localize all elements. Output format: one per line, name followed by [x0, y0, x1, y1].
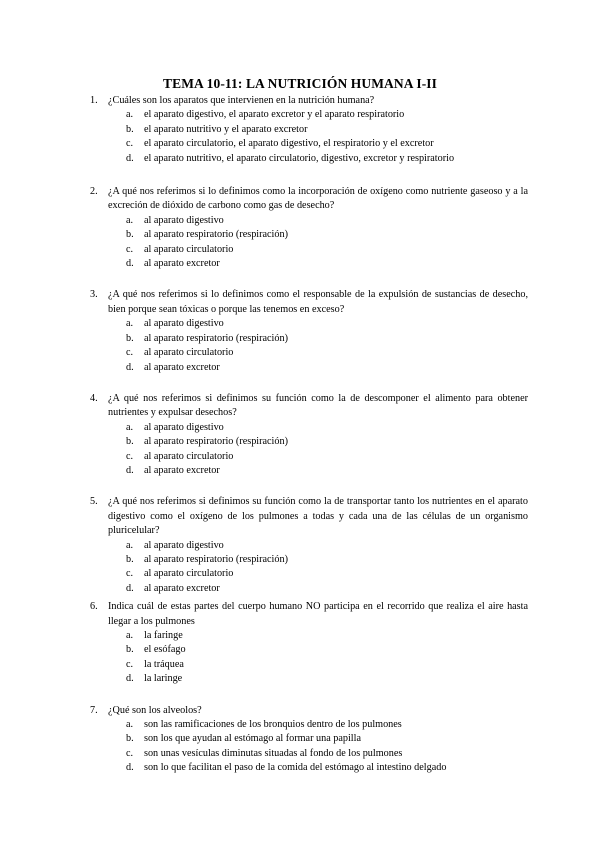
option-d — [108, 257, 528, 271]
option-a — [108, 718, 528, 732]
option-b — [108, 332, 528, 346]
option-d — [108, 464, 528, 478]
option-text: el aparato nutritivo y el aparato excretor — [144, 123, 308, 135]
option-text: al aparato circulatorio — [144, 450, 234, 462]
option-text: al aparato circulatorio — [144, 568, 234, 580]
option-c — [108, 243, 528, 257]
option-d — [108, 672, 528, 686]
option-letter: d. — [126, 152, 134, 164]
question-text: ¿A qué nos referimos si lo definimos como el responsable de la expulsión de sustancias de desecho, bien porque sean tóxicas o porque las tenemos en exceso? — [108, 289, 528, 315]
option-letter: a. — [126, 109, 134, 121]
option-list — [108, 718, 528, 776]
option-b — [108, 643, 528, 657]
option-letter: a. — [126, 421, 134, 433]
option-text: son lo que facilitan el paso de la comida del estómago al intestino delgado — [144, 762, 447, 774]
option-letter: a. — [126, 719, 134, 731]
option-list — [108, 539, 528, 597]
question-3 — [0, 288, 600, 374]
question-list — [0, 94, 600, 776]
option-letter: b. — [126, 229, 134, 241]
option-list — [108, 421, 528, 479]
option-letter: d. — [126, 361, 134, 373]
question-number: 2. — [90, 186, 98, 198]
option-letter: c. — [126, 747, 134, 759]
option-text: al aparato respiratorio (respiración) — [144, 332, 288, 344]
option-list — [108, 214, 528, 272]
option-text: al aparato digestivo — [144, 539, 224, 551]
option-text: son los que ayudan al estómago al formar una papilla — [144, 733, 361, 745]
option-d — [108, 152, 528, 166]
option-letter: b. — [126, 436, 134, 448]
option-letter: a. — [126, 539, 134, 551]
option-text: al aparato excretor — [144, 582, 220, 594]
option-text: la laringe — [144, 673, 183, 685]
option-text: al aparato respiratorio (respiración) — [144, 436, 288, 448]
question-2 — [0, 185, 600, 271]
option-c — [108, 346, 528, 360]
option-letter: c. — [126, 347, 134, 359]
question-text: ¿A qué nos referimos si definimos su función como la de descomponer el alimento para obtener nutrientes y expulsar desechos? — [108, 392, 528, 419]
option-letter: c. — [126, 658, 134, 670]
question-number: 3. — [90, 289, 98, 301]
option-text: al aparato circulatorio — [144, 347, 234, 359]
option-text: al aparato respiratorio (respiración) — [144, 553, 288, 565]
option-letter: a. — [126, 214, 134, 226]
option-text: al aparato digestivo — [144, 214, 224, 226]
option-b — [108, 123, 528, 137]
question-7 — [0, 704, 600, 776]
option-c — [108, 747, 528, 761]
option-d — [108, 761, 528, 775]
option-letter: d. — [126, 582, 134, 594]
option-a — [108, 629, 528, 643]
option-c — [108, 567, 528, 581]
option-letter: b. — [126, 644, 134, 656]
option-text: al aparato excretor — [144, 464, 220, 476]
question-text: ¿A qué nos referimos si lo definimos como la incorporación de oxígeno como nutriente gaseoso y a la excreción de dióxido de carbono como gas de desecho? — [108, 186, 528, 212]
option-letter: a. — [126, 630, 134, 641]
option-text: el esófago — [144, 644, 186, 656]
question-text: ¿Cuáles son los aparatos que intervienen en la nutrición humana? — [108, 95, 375, 106]
option-text: al aparato digestivo — [144, 318, 224, 330]
option-text: la tráquea — [144, 658, 184, 670]
option-text: el aparato nutritivo, el aparato circulatorio, digestivo, excretor y respiratorio — [144, 152, 455, 164]
option-letter: b. — [126, 332, 134, 344]
option-text: la faringe — [144, 630, 183, 641]
question-number: 6. — [90, 601, 98, 613]
question-number: 1. — [90, 95, 98, 106]
page-title: TEMA 10-11: LA NUTRICIÓN HUMANA I-II — [163, 76, 437, 91]
option-letter: d. — [126, 673, 134, 685]
option-b — [108, 435, 528, 449]
question-text: ¿Qué son los alveolos? — [108, 704, 202, 716]
option-b — [108, 732, 528, 746]
option-text: son unas vesículas diminutas situadas al fondo de los pulmones — [144, 747, 403, 759]
option-d — [108, 361, 528, 375]
option-letter: b. — [126, 123, 134, 135]
question-6 — [0, 600, 600, 686]
option-list — [108, 317, 528, 375]
question-5 — [0, 495, 600, 596]
option-b — [108, 228, 528, 242]
option-text: son las ramificaciones de los bronquios dentro de los pulmones — [144, 719, 402, 731]
option-text: el aparato digestivo, el aparato excretor y el aparato respiratorio — [144, 109, 405, 121]
option-text: al aparato respiratorio (respiración) — [144, 229, 288, 241]
question-1 — [0, 94, 600, 166]
option-letter: d. — [126, 464, 134, 476]
option-a — [108, 539, 528, 553]
question-text: Indica cuál de estas partes del cuerpo humano NO participa en el recorrido que realiza el aire hasta llegar a los pulmones — [108, 601, 528, 627]
option-letter: d. — [126, 762, 134, 774]
question-text: ¿A qué nos referimos si definimos su función como la de transportar tanto los nutrientes en el aparato digestivo como el oxígeno de los pulmones a todas y cada una de las células de un organismo pluricelular? — [108, 496, 528, 537]
option-letter: a. — [126, 318, 134, 330]
option-letter: b. — [126, 733, 134, 745]
option-list — [108, 629, 528, 687]
option-a — [108, 421, 528, 435]
option-c — [108, 137, 528, 151]
option-text: al aparato excretor — [144, 258, 220, 270]
question-4 — [0, 392, 600, 478]
question-number: 7. — [90, 704, 98, 716]
option-c — [108, 450, 528, 464]
option-d — [108, 582, 528, 596]
option-letter: b. — [126, 553, 134, 565]
option-text: al aparato digestivo — [144, 421, 224, 433]
option-letter: c. — [126, 568, 134, 580]
option-c — [108, 658, 528, 672]
option-b — [108, 553, 528, 567]
option-text: al aparato excretor — [144, 361, 220, 373]
option-letter: d. — [126, 258, 134, 270]
option-list — [108, 108, 528, 166]
option-letter: c. — [126, 243, 134, 255]
option-text: el aparato circulatorio, el aparato digestivo, el respiratorio y el excretor — [144, 138, 434, 150]
option-a — [108, 317, 528, 331]
question-number: 5. — [90, 496, 98, 508]
question-number: 4. — [90, 392, 98, 404]
option-a — [108, 108, 528, 122]
option-letter: c. — [126, 450, 134, 462]
option-letter: c. — [126, 138, 134, 150]
option-text: al aparato circulatorio — [144, 243, 234, 255]
option-a — [108, 214, 528, 228]
